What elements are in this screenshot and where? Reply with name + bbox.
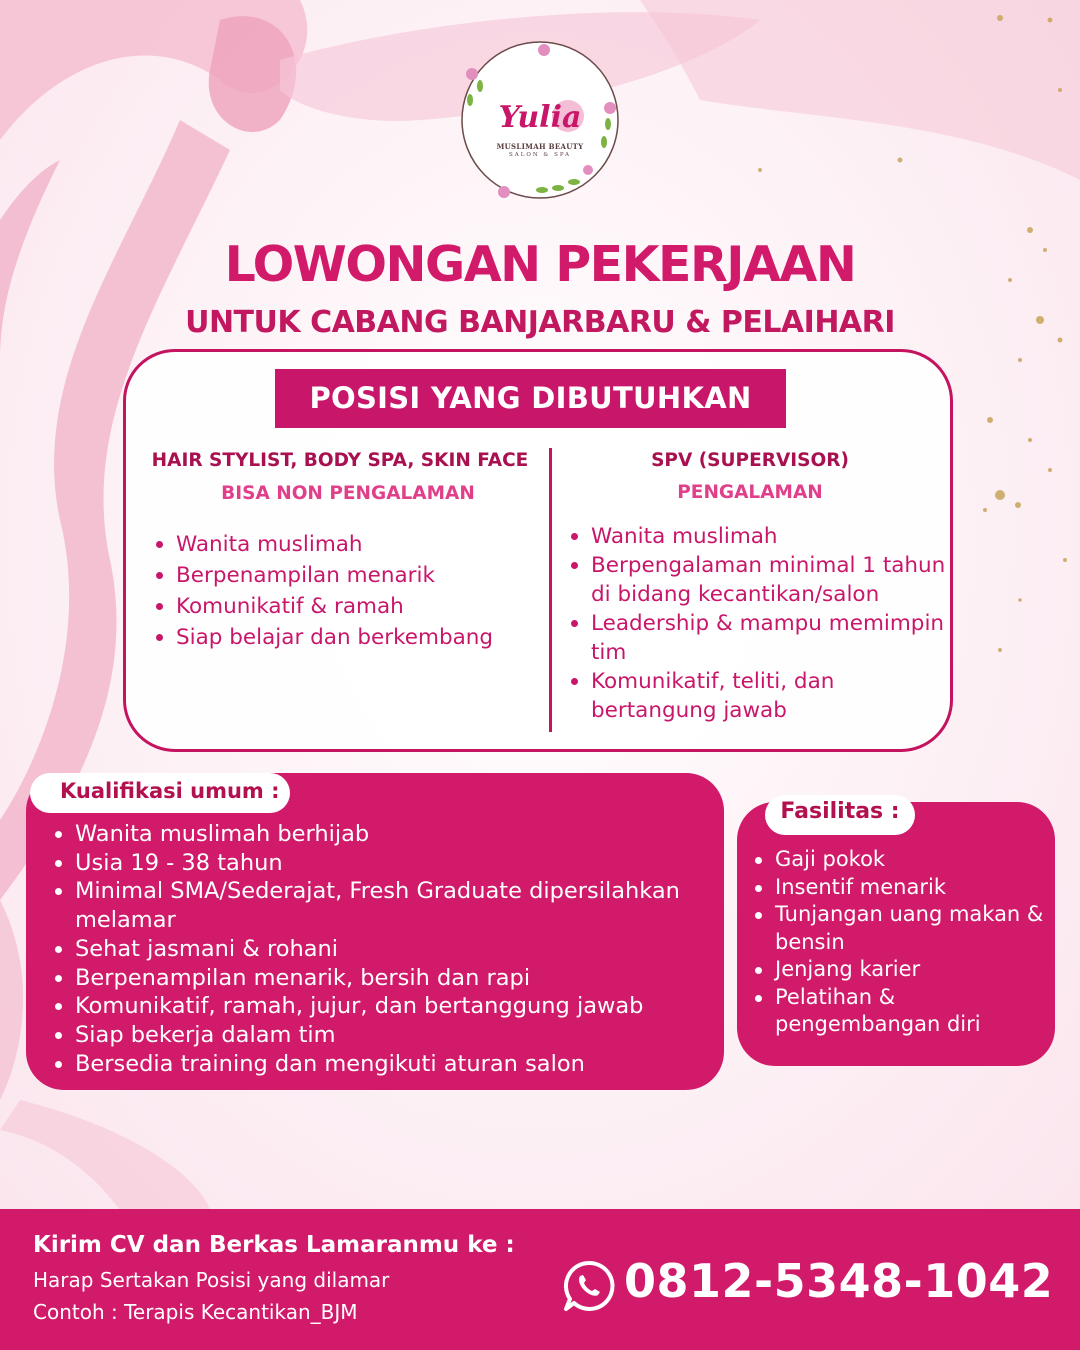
phone-number[interactable]: 0812-5348-1042 [624,1254,1054,1308]
list-item: Komunikatif, ramah, jujur, dan bertanggung jawab [53,992,713,1021]
qualifications-label: Kualifikasi umum : [60,779,280,803]
list-item: Berpenampilan menarik, bersih dan rapi [53,964,713,993]
qualifications-list [53,820,713,1078]
right-position-requirement: PENGALAMAN [677,482,823,503]
right-position-list [569,522,947,725]
footer-example: Contoh : Terapis Kecantikan_BJM [33,1300,358,1324]
list-item: Bersedia training dan mengikuti aturan salon [53,1050,713,1079]
list-item: Usia 19 - 38 tahun [53,849,713,878]
list-item: Komunikatif & ramah [154,591,534,622]
positions-banner: POSISI YANG DIBUTUHKAN [275,369,786,428]
list-item: Siap belajar dan berkembang [154,622,534,653]
footer-note: Harap Sertakan Posisi yang dilamar [33,1268,390,1292]
facilities-label: Fasilitas : [780,799,900,824]
right-position-title: SPV (SUPERVISOR) [651,450,849,471]
list-item: Berpengalaman minimal 1 tahun di bidang kecantikan/salon [569,551,947,609]
left-position-title: HAIR STYLIST, BODY SPA, SKIN FACE [151,450,529,471]
list-item: Jenjang karier [753,956,1045,984]
list-item: Wanita muslimah berhijab [53,820,713,849]
whatsapp-icon [562,1259,616,1313]
left-position-list [154,529,534,653]
list-item: Berpenampilan menarik [154,560,534,591]
list-item: Sehat jasmani & rohani [53,935,713,964]
footer-heading: Kirim CV dan Berkas Lamaranmu ke : [33,1232,515,1258]
list-item: Wanita muslimah [569,522,947,551]
left-position-requirement: BISA NON PENGALAMAN [221,483,475,504]
salon-logo [458,38,622,202]
facilities-list [753,846,1045,1039]
logo-brand: Yulia [498,100,582,135]
logo-tagline: MUSLIMAH BEAUTY [496,142,584,151]
list-item: Pelatihan & pengembangan diri [753,984,1045,1039]
list-item: Minimal SMA/Sederajat, Fresh Graduate dipersilahkan melamar [53,877,713,934]
list-item: Siap bekerja dalam tim [53,1021,713,1050]
list-item: Insentif menarik [753,874,1045,902]
page-title: LOWONGAN PEKERJAAN [224,236,856,293]
list-item: Komunikatif, teliti, dan bertangung jawab [569,667,947,725]
list-item: Gaji pokok [753,846,1045,874]
list-item: Wanita muslimah [154,529,534,560]
logo-subtagline: SALON & SPA [508,152,572,158]
list-item: Tunjangan uang makan & bensin [753,901,1045,956]
list-item: Leadership & mampu memimpin tim [569,609,947,667]
page-subtitle: UNTUK CABANG BANJARBARU & PELAIHARI [185,305,895,340]
